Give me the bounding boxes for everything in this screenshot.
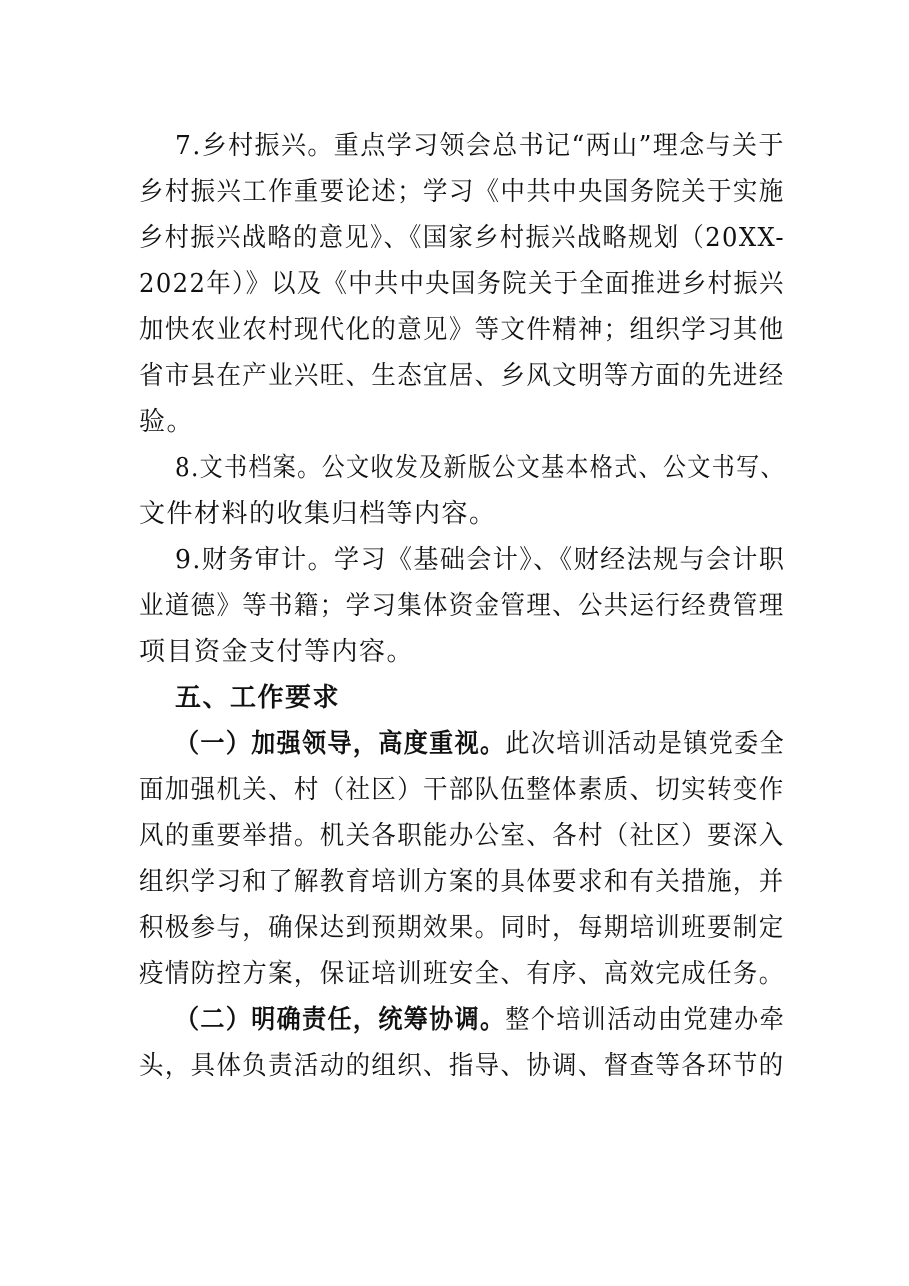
- subsection-1-line-4: [139, 866, 785, 898]
- subsection-heading: （二）明确责任，统筹协调。: [175, 1005, 506, 1035]
- subsection-heading: （一）加强领导，高度重视。: [175, 729, 506, 759]
- text-run: 组织学习和了解教育培训方案的具体要求和有关措施，并: [139, 867, 785, 897]
- text-run: 加快农业农村现代化的意见》等文件精神；组织学习其他: [139, 315, 785, 345]
- heading-text: 五、工作要求: [175, 683, 341, 713]
- text-run: 此次培训活动是镇党委全: [505, 729, 786, 759]
- text-run: 面加强机关、村（社区）干部队伍整体素质、切实转变作: [139, 775, 785, 805]
- paragraph-9-line-1: [175, 544, 785, 576]
- text-run: 2022年）》以及《中共中央国务院关于全面推进乡村振兴: [139, 269, 785, 299]
- section-heading: [175, 682, 340, 714]
- text-run: 积极参与，确保达到预期效果。同时，每期培训班要制定: [139, 913, 785, 943]
- subsection-1-line-1: [175, 728, 785, 760]
- paragraph-7-line-7: [139, 406, 194, 438]
- text-run: 文件材料的收集归档等内容。: [139, 499, 497, 529]
- paragraph-8-line-1: [175, 452, 785, 484]
- text-run: 项目资金支付等内容。: [139, 637, 415, 667]
- text-run: 整个培训活动由党建办牵: [505, 1005, 786, 1035]
- subsection-1-line-3: [139, 820, 785, 852]
- paragraph-7-line-6: [139, 360, 785, 392]
- paragraph-8-line-2: [139, 498, 497, 530]
- text-run: 7.乡村振兴。重点学习领会总书记“两山”理念与关于: [175, 131, 785, 161]
- paragraph-7-line-3: [139, 222, 785, 254]
- paragraph-9-line-2: [139, 590, 785, 622]
- paragraph-7-line-2: [139, 176, 785, 208]
- text-run: 乡村振兴战略的意见》、《国家乡村振兴战略规划（20XX-: [139, 223, 785, 253]
- text-run: 省市县在产业兴旺、生态宜居、乡风文明等方面的先进经: [139, 361, 785, 391]
- text-run: 头，具体负责活动的组织、指导、协调、督查等各环节的: [139, 1051, 785, 1081]
- subsection-1-line-2: [139, 774, 785, 806]
- subsection-2-line-2: [139, 1050, 785, 1082]
- text-run: 8.文书档案。公文收发及新版公文基本格式、公文书写、: [175, 453, 785, 483]
- text-run: 业道德》等书籍；学习集体资金管理、公共运行经费管理: [139, 591, 785, 621]
- text-run: 验。: [139, 407, 195, 437]
- subsection-1-line-6: [139, 958, 785, 990]
- text-run: 乡村振兴工作重要论述；学习《中共中央国务院关于实施: [139, 177, 785, 207]
- text-run: 疫情防控方案，保证培训班安全、有序、高效完成任务。: [139, 959, 785, 989]
- paragraph-7-line-1: [175, 130, 785, 162]
- text-run: 风的重要举措。机关各职能办公室、各村（社区）要深入: [139, 821, 785, 851]
- subsection-2-line-1: [175, 1004, 785, 1036]
- paragraph-7-line-5: [139, 314, 785, 346]
- paragraph-7-line-4: [139, 268, 785, 300]
- paragraph-9-line-3: [139, 636, 414, 668]
- subsection-1-line-5: [139, 912, 785, 944]
- text-run: 9.财务审计。学习《基础会计》、《财经法规与会计职: [175, 545, 786, 575]
